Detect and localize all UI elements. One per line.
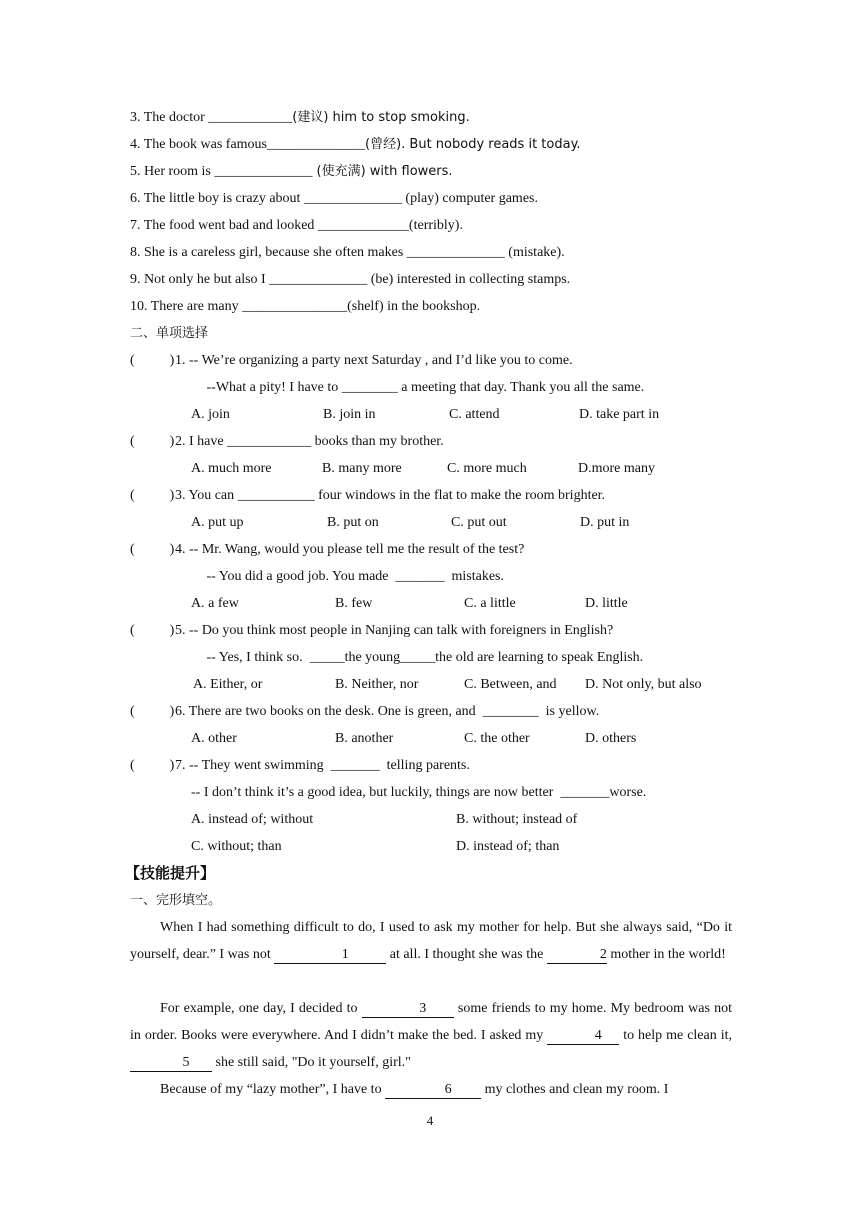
answer-paren: ( ) — [130, 704, 175, 719]
mc-1-option-c: C. attend — [449, 407, 500, 422]
mc-7-option-a: A. instead of; without — [191, 812, 314, 827]
section-title-multiple-choice: 二、单项选择 — [130, 326, 209, 341]
mc-6-option-d: D. others — [585, 731, 637, 746]
mc-5-option-c: C. Between, and — [464, 677, 557, 692]
mc-question-1: 1. -- We’re organizing a party next Saturday , and I’d like you to come. — [175, 353, 573, 368]
mc-5-option-b: B. Neither, nor — [335, 677, 419, 692]
cloze-blank-4: 4 — [547, 1028, 619, 1045]
fill-in-item-8: 8. She is a careless girl, because she often makes ______________ (mistake). — [130, 245, 565, 260]
mc-6-option-b: B. another — [335, 731, 394, 746]
mc-2-option-a: A. much more — [191, 461, 272, 476]
cloze-title: 一、完形填空。 — [130, 893, 222, 908]
mc-1-option-a: A. join — [191, 407, 230, 422]
mc-question-3: 3. You can ___________ four windows in the flat to make the room brighter. — [175, 488, 606, 503]
cloze-blank-1: 1 — [274, 947, 386, 964]
mc-3-option-c: C. put out — [451, 515, 507, 530]
mc-4-option-d: D. little — [585, 596, 628, 611]
mc-4-option-a: A. a few — [191, 596, 239, 611]
mc-question-5-reply: -- Yes, I think so. _____the young_____the old are learning to speak English. — [196, 650, 644, 665]
mc-question-6: 6. There are two books on the desk. One is green, and ________ is yellow. — [175, 704, 600, 719]
mc-7-option-c: C. without; than — [191, 839, 282, 854]
fill-in-item-6: 6. The little boy is crazy about ______________ (play) computer games. — [130, 191, 538, 206]
mc-7-option-b: B. without; instead of — [456, 812, 578, 827]
page-number: 4 — [426, 1113, 434, 1128]
mc-4-option-b: B. few — [335, 596, 373, 611]
fill-in-item-9: 9. Not only he but also I ______________ (be) interested in collecting stamps. — [130, 272, 571, 287]
fill-in-item-7: 7. The food went bad and looked _____________(terribly). — [130, 218, 463, 233]
answer-paren: ( ) — [130, 353, 175, 368]
mc-question-4: 4. -- Mr. Wang, would you please tell me the result of the test? — [175, 542, 525, 557]
answer-paren: ( ) — [130, 488, 175, 503]
mc-3-option-d: D. put in — [580, 515, 630, 530]
mc-question-7-reply: -- I don’t think it’s a good idea, but luckily, things are now better _______worse. — [191, 785, 647, 800]
cloze-blank-2: 2 — [547, 947, 607, 964]
fill-in-item-10: 10. There are many _______________(shelf) in the bookshop. — [130, 299, 481, 314]
mc-2-option-b: B. many more — [322, 461, 402, 476]
mc-4-option-c: C. a little — [464, 596, 516, 611]
mc-question-2: 2. I have ____________ books than my brother. — [175, 434, 444, 449]
cloze-blank-5: 5 — [130, 1055, 212, 1072]
mc-6-option-a: A. other — [191, 731, 237, 746]
answer-paren: ( ) — [130, 434, 175, 449]
mc-2-option-d: D.more many — [578, 461, 655, 476]
mc-1-option-d: D. take part in — [579, 407, 660, 422]
mc-question-7: 7. -- They went swimming _______ telling parents. — [175, 758, 470, 773]
fill-in-item-3: 3. The doctor ____________(建议) him to stop smoking. — [130, 110, 470, 125]
mc-question-4-reply: -- You did a good job. You made _______ mistakes. — [196, 569, 505, 584]
mc-3-option-b: B. put on — [327, 515, 379, 530]
mc-3-option-a: A. put up — [191, 515, 244, 530]
fill-in-item-4: 4. The book was famous______________(曾经). But nobody reads it today. — [130, 137, 581, 152]
mc-6-option-c: C. the other — [464, 731, 530, 746]
mc-question-1-reply: --What a pity! I have to ________ a meeting that day. Thank you all the same. — [196, 380, 645, 395]
mc-2-option-c: C. more much — [447, 461, 527, 476]
cloze-blank-6: 6 — [385, 1082, 481, 1099]
answer-paren: ( ) — [130, 542, 175, 557]
fill-in-item-5: 5. Her room is ______________ (使充满) with flowers. — [130, 164, 453, 179]
mc-7-option-d: D. instead of; than — [456, 839, 560, 854]
answer-paren: ( ) — [130, 758, 175, 773]
cloze-blank-3: 3 — [362, 1001, 454, 1018]
mc-question-5: 5. -- Do you think most people in Nanjing can talk with foreigners in English? — [175, 623, 614, 638]
cloze-paragraph-2: For example, one day, I decided to 3 some friends to my home. My bedroom was not in order. Books were everywhere. And I didn’t make the bed. I asked my 4 to help me clean it, 5 she still said, "Do it yourself, girl." — [130, 1001, 732, 1070]
cloze-paragraph-3: Because of my “lazy mother”, I have to 6 my clothes and clean my room. I — [160, 1082, 669, 1097]
cloze-paragraph-1: When I had something difficult to do, I used to ask my mother for help. But she always said, “Do it yourself, dear.” I was not 1 at all. I thought she was the 2 mother in the world! — [130, 920, 732, 962]
mc-1-option-b: B. join in — [323, 407, 376, 422]
mc-5-option-a: A. Either, or — [193, 677, 263, 692]
answer-paren: ( ) — [130, 623, 175, 638]
skills-heading: 【技能提升】 — [125, 864, 216, 882]
mc-5-option-d: D. Not only, but also — [585, 677, 702, 692]
